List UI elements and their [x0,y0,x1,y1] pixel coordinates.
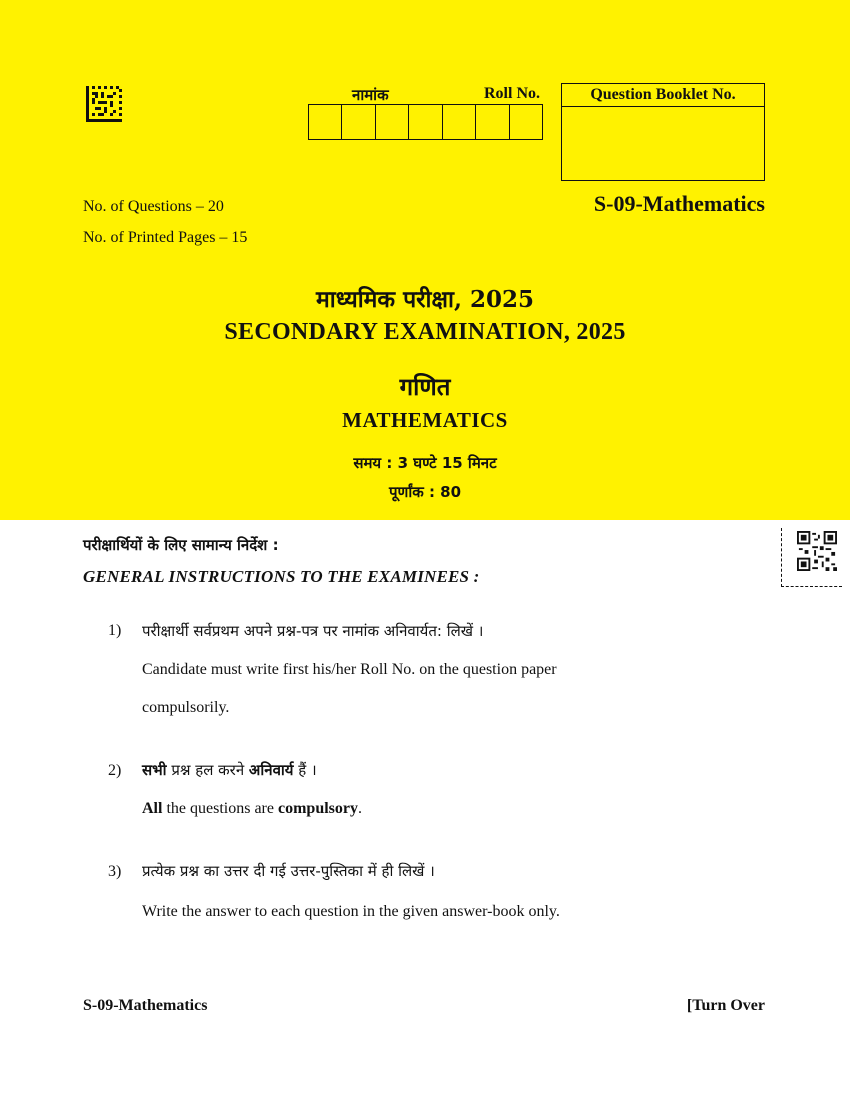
roll-digit-box[interactable] [376,105,409,139]
roll-label-hindi: नामांक [352,86,389,104]
instruction-number: 2) [108,762,122,779]
num-pages: No. of Printed Pages – 15 [83,229,248,246]
instruction-english: All the questions are compulsory. [142,800,362,817]
booklet-number-field[interactable] [562,107,764,179]
roll-digit-box[interactable] [342,105,375,139]
booklet-label: Question Booklet No. [562,84,764,107]
emphasis: compulsory [277,800,358,817]
footer-paper-code: S-09-Mathematics [83,997,208,1014]
subject-hindi: गणित [399,372,451,401]
question-booklet-box [561,83,765,181]
yellow-header-band [0,0,850,520]
instruction-english: Candidate must write first his/her Roll No. on the question paper [142,661,557,678]
instructions-heading-hindi: परीक्षार्थियों के लिए सामान्य निर्देश : [83,536,279,554]
exam-title-hindi: माध्यमिक परीक्षा, 2025 [316,286,534,313]
roll-digit-box[interactable] [510,105,542,139]
instruction-english: Write the answer to each question in the given answer-book only. [142,903,560,920]
roll-digit-box[interactable] [476,105,509,139]
num-questions: No. of Questions – 20 [83,198,224,215]
roll-digit-box[interactable] [409,105,442,139]
instruction-number: 1) [108,622,122,639]
subject-english: MATHEMATICS [342,408,508,432]
turn-over-label: [Turn Over [686,997,765,1014]
emphasis: सभी [142,761,167,779]
instruction-hindi: प्रत्येक प्रश्न का उत्तर दी गई उत्तर-पुस्तिका में ही लिखें । [142,862,435,880]
instruction-english-cont: compulsorily. [142,699,230,716]
qr-code [797,531,837,571]
emphasis: अनिवार्य [248,761,294,779]
max-marks: पूर्णांक : 80 [388,483,462,501]
time-allowed: समय : 3 घण्टे 15 मिनट [353,454,497,472]
roll-label-english: Roll No. [484,85,540,102]
roll-number-boxes [308,104,543,140]
roll-digit-box[interactable] [443,105,476,139]
instruction-number: 3) [108,863,122,880]
data-matrix-code [86,86,122,122]
paper-code: S-09-Mathematics [593,191,765,216]
roll-digit-box[interactable] [309,105,342,139]
instructions-heading-english: GENERAL INSTRUCTIONS TO THE EXAMINEES : [83,567,480,586]
exam-title-english: SECONDARY EXAMINATION, 2025 [224,319,626,345]
emphasis: All [142,800,163,817]
instruction-hindi: सभी प्रश्न हल करने अनिवार्य हैं । [142,761,317,779]
instruction-hindi: परीक्षार्थी सर्वप्रथम अपने प्रश्न-पत्र पर नामांक अनिवार्यत: लिखें । [142,622,484,640]
